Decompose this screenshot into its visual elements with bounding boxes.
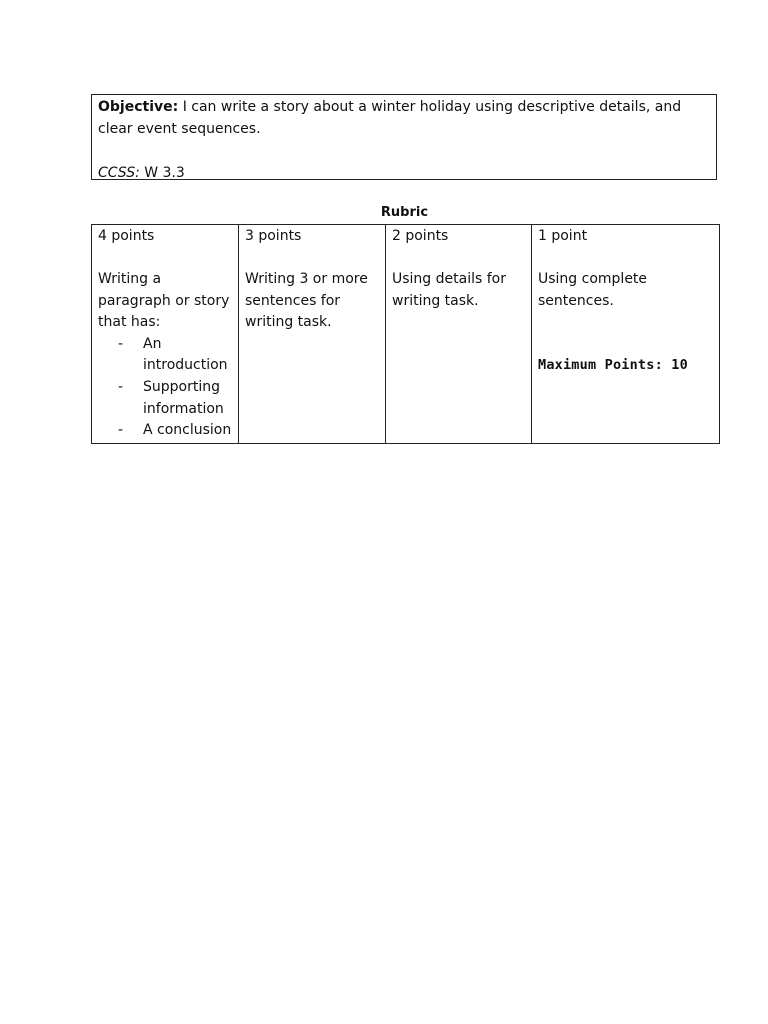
- objective-box: [91, 94, 717, 180]
- rubric-row: [92, 225, 720, 444]
- rubric-table: [91, 224, 720, 444]
- ccss-value: W 3.3: [144, 165, 185, 181]
- rubric-cell-4-points: [92, 225, 239, 444]
- rubric-cell-2-points: [386, 225, 532, 444]
- bullet-item-supporting-information: - Supporting information: [98, 377, 232, 420]
- rubric-body-2-points: Using details for writing task.: [392, 271, 506, 309]
- rubric-cell-1-point: [532, 225, 720, 444]
- rubric-header-2-points: 2 points: [392, 228, 449, 244]
- rubric-body-4-points: Writing a paragraph or story that has:: [98, 271, 230, 331]
- maximum-points: Maximum Points: 10: [538, 357, 688, 374]
- rubric-bullet-list: [98, 334, 232, 442]
- rubric-body-1-point: Using complete sentences.: [538, 271, 648, 309]
- rubric-body-3-points: Writing 3 or more sentences for writing task.: [245, 271, 368, 331]
- bullet-item-conclusion: - A conclusion: [98, 420, 232, 442]
- rubric-title: Rubric: [380, 205, 429, 220]
- rubric-header-4-points: 4 points: [98, 228, 155, 244]
- objective-text: I can write a story about a winter holiday using descriptive details, and clear event sequences.: [98, 99, 682, 137]
- bullet-item-introduction: - An introduction: [98, 334, 232, 377]
- rubric-cell-3-points: [239, 225, 386, 444]
- ccss-label: CCSS:: [98, 165, 140, 181]
- objective-line: [98, 96, 710, 140]
- ccss-line: [98, 162, 710, 184]
- rubric-header-3-points: 3 points: [245, 228, 302, 244]
- rubric-header-1-point: 1 point: [538, 228, 588, 244]
- objective-label: Objective:: [98, 99, 179, 115]
